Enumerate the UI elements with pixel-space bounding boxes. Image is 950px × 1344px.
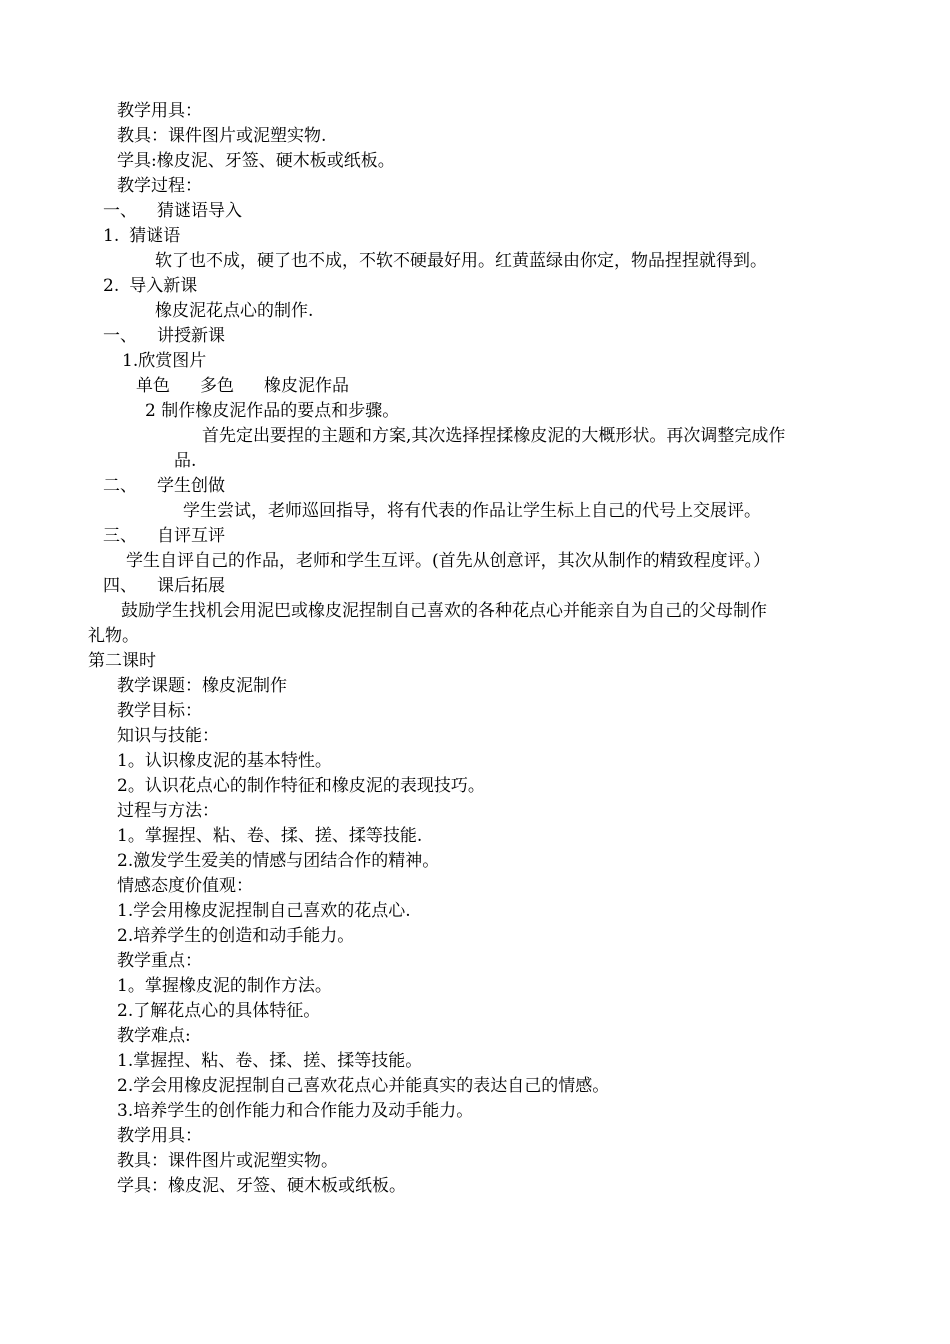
text-line (136, 376, 349, 396)
text-line: 知识与技能： (117, 726, 219, 746)
section-number: 一、 (103, 326, 137, 346)
section-heading (103, 576, 225, 596)
text-line: 1.欣赏图片 (122, 351, 207, 371)
text-line: 情感态度价值观： (117, 876, 253, 896)
lesson-heading: 第二课时 (88, 651, 156, 671)
list-item (103, 276, 197, 296)
section-heading (103, 326, 225, 346)
text-line: 教学用具： (117, 101, 202, 121)
section-number: 四、 (103, 576, 137, 596)
text-line: 1。掌握捏、粘、卷、揉、搓、揉等技能. (117, 826, 423, 846)
item-number: 1. (103, 226, 120, 246)
text-line: 鼓励学生找机会用泥巴或橡皮泥捏制自己喜欢的各种花点心并能亲自为自己的父母制作 (121, 601, 767, 621)
section-title: 猜谜语导入 (157, 201, 242, 221)
picture-type: 橡皮泥作品 (264, 376, 349, 396)
text-line: 教学目标： (117, 701, 202, 721)
text-line: 1.掌握捏、粘、卷、揉、搓、揉等技能。 (117, 1051, 423, 1071)
text-line: 学生尝试，老师巡回指导，将有代表的作品让学生标上自己的代号上交展评。 (183, 501, 761, 521)
section-heading (103, 476, 225, 496)
text-line: 品. (174, 451, 197, 471)
text-line: 1。认识橡皮泥的基本特性。 (117, 751, 332, 771)
item-text: 导入新课 (129, 276, 198, 296)
section-title: 课后拓展 (157, 576, 225, 596)
item-number: 2. (103, 276, 120, 296)
text-line: 橡皮泥花点心的制作. (155, 301, 314, 321)
text-line: 2。认识花点心的制作特征和橡皮泥的表现技巧。 (117, 776, 485, 796)
section-number: 三、 (103, 526, 137, 546)
text-line: 教学过程： (117, 176, 202, 196)
section-title: 学生创做 (157, 476, 225, 496)
section-number: 二、 (103, 476, 137, 496)
section-heading (103, 526, 225, 546)
text-line: 学具:橡皮泥、牙签、硬木板或纸板。 (117, 151, 395, 171)
text-line: 2.学会用橡皮泥捏制自己喜欢花点心并能真实的表达自己的情感。 (117, 1076, 610, 1096)
text-line: 教学用具： (117, 1126, 202, 1146)
item-text: 猜谜语 (129, 226, 181, 246)
text-line: 教学课题：橡皮泥制作 (117, 676, 287, 696)
text-line: 礼物。 (88, 626, 139, 646)
section-title: 自评互评 (157, 526, 225, 546)
text-line: 1。掌握橡皮泥的制作方法。 (117, 976, 332, 996)
text-line: 教学难点: (117, 1026, 191, 1046)
text-line: 3.培养学生的创作能力和合作能力及动手能力。 (117, 1101, 474, 1121)
text-line: 1.学会用橡皮泥捏制自己喜欢的花点心. (117, 901, 411, 921)
list-item (103, 226, 180, 246)
section-number: 一、 (103, 201, 137, 221)
text-line: 教学重点： (117, 951, 202, 971)
text-line: 2.了解花点心的具体特征。 (117, 1001, 321, 1021)
text-line: 学具：橡皮泥、牙签、硬木板或纸板。 (117, 1176, 406, 1196)
text-line: 学生自评自己的作品，老师和学生互评。(首先从创意评，其次从制作的精致程度评。） (126, 551, 771, 571)
text-line: 2.培养学生的创造和动手能力。 (117, 926, 355, 946)
section-heading (103, 201, 242, 221)
text-line: 教具：课件图片或泥塑实物. (117, 126, 327, 146)
section-title: 讲授新课 (157, 326, 225, 346)
text-line: 2 制作橡皮泥作品的要点和步骤。 (145, 401, 400, 421)
picture-type: 单色 (136, 376, 170, 396)
text-line: 教具：课件图片或泥塑实物。 (117, 1151, 338, 1171)
text-line: 过程与方法： (117, 801, 219, 821)
picture-type: 多色 (200, 376, 234, 396)
text-line: 软了也不成，硬了也不成，不软不硬最好用。红黄蓝绿由你定，物品捏捏就得到。 (155, 251, 767, 271)
text-line: 首先定出要捏的主题和方案,其次选择捏揉橡皮泥的大概形状。再次调整完成作 (202, 426, 786, 446)
text-line: 2.激发学生爱美的情感与团结合作的精神。 (117, 851, 440, 871)
